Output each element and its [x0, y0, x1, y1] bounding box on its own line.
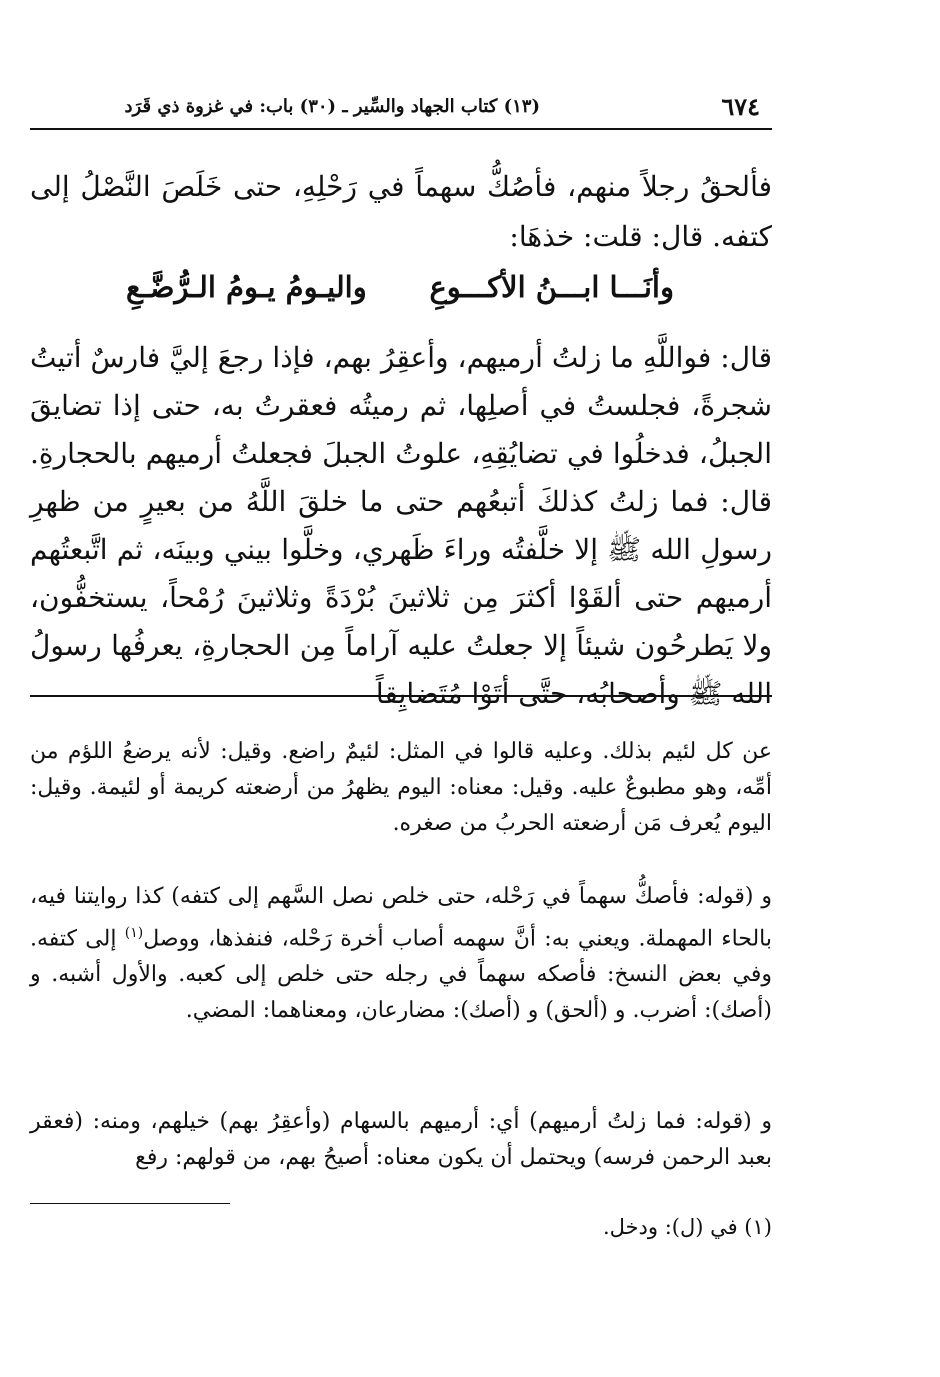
footnote: (١) في (ل): ودخل. [602, 1215, 772, 1239]
commentary-block-3: و (قوله: فما زلتُ أرميهم) أي: أرميهم بالسهام (وأعقِرُ بهم) خيلهم، ومنه: (فعقر بعبد الرحمن فرسه) ويحتمل أن يكون معناه: أصيحُ بهم، من قولهم: رفع [30, 1109, 772, 1170]
commentary-block-2-part-2: إلى كتفه. وفي بعض النسخ: فأصكه سهماً في رجله حتى خلص إلى كعبه. والأول أشبه. و (أصك): أضرب. و (ألحق) و (أصك): مضارعان، ومعناهما: المضي. [30, 926, 772, 1024]
commentary-block-2 [30, 879, 772, 1029]
page-header [30, 92, 772, 130]
footnote-marker: (١) [124, 925, 144, 941]
verse-second-hemistich: واليـومُ يـومُ الـرُّضَّـعِ [126, 270, 367, 304]
commentary-block-2-part-1: و (قوله: فأصكُّ سهماً في رَحْله، حتى خلص نصل السَّهم إلى كتفه) كذا روايتنا فيه، بالحاء المهملة. ويعني به: أنَّ سهمه أصاب أخرة رَحْله، فنفذها، ووصل [30, 884, 773, 952]
main-text-paragraph-2: قال: فواللَّهِ ما زلتُ أرميهم، وأعقِرُ بهم، فإذا رجعَ إليَّ فارسٌ أتيتُ شجرةً، فجلستُ في أصلِها، ثم رميتُه فعقرتُ به، حتى إذا تضايقَ الجبلُ، فدخلُوا في تضايُقِهِ، علوتُ الجبلَ فجعلتُ أرميهم بالحجارةِ. قال: فما زلتُ كذلكَ أتبعُهم حتى ما خلقَ اللَّهُ من بعيرٍ من ظهرِ رسولِ الله ﷺ إلا خلَّفتُه وراءَ ظَهري، وخلَّوا بيني وبينَه، ثم اتَّبعتُهم أرميهم حتى ألقَوْا أكثرَ مِن ثلاثينَ بُرْدَةً وثلاثينَ رُمْحاً، يستخفُّون، ولا يَطرحُون شيئاً إلا جعلتُ عليه آراماً مِن الحجارةِ، يعرفُها رسولُ الله ﷺ وأصحابُه، حتَّى أتَوْا مُتَضايِقاً [30, 341, 772, 710]
text-commentary-separator [30, 695, 772, 697]
commentary-block-1: عن كل لئيم بذلك. وعليه قالوا في المثل: لئيمٌ راضع. وقيل: لأنه يرضعُ اللؤم من أمِّه، وهو مطبوعٌ عليه. وقيل: معناه: اليوم يظهرُ من أرضعته كريمة أو لئيمة. وقيل: اليوم يُعرف مَن أرضعته الحربُ من صغره. [30, 739, 772, 836]
main-text-paragraph-1: فألحقُ رجلاً منهم، فأصُكُّ سهماً في رَحْلِهِ، حتى خَلَصَ النَّصْلُ إلى كتفه. قال: قلت: خذهَا: [30, 170, 772, 253]
verse-first-hemistich: وأنَـــا ابـــنُ الأكـــوعِ [429, 270, 674, 304]
page-number: ٦٧٤ [721, 92, 760, 121]
footnote-separator [30, 1203, 230, 1204]
running-title: (١٣) كتاب الجهاد والسِّير ـ (٣٠) باب: في غزوة ذي قَرَد [124, 96, 540, 117]
